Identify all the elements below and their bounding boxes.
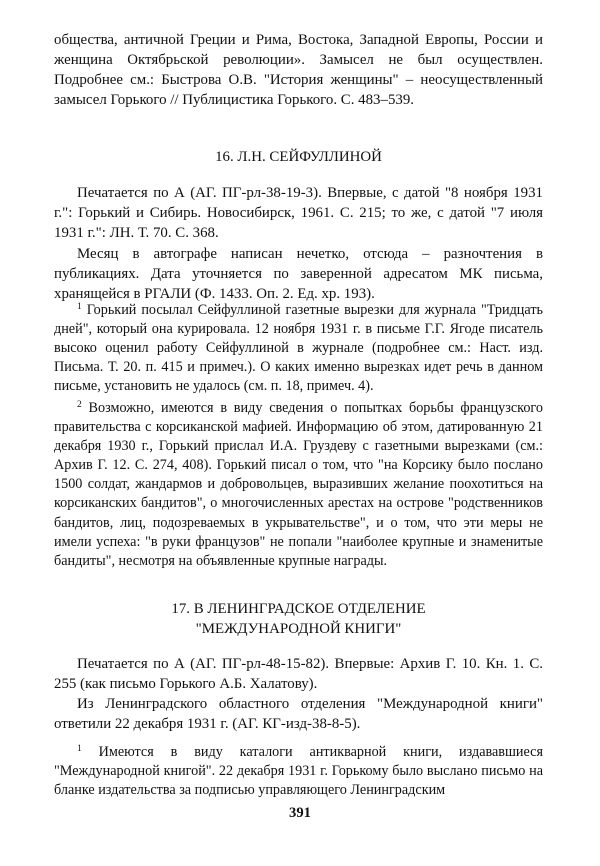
section-17-footnote-1 [54,743,543,800]
footnote-marker: 1 [77,302,82,312]
footnote-marker: 2 [77,400,82,410]
section-17-heading-line-2: "МЕЖДУНАРОДНОЙ КНИГИ" [195,621,402,638]
page-number: 391 [289,805,311,821]
section-17-paragraph-2: Из Ленинградского областного отделения "Международной книги" ответили 22 декабря 1931 г. (АГ. КГ-изд-38-8-5). [54,696,543,733]
section-17-heading-line-1: 17. В ЛЕНИНГРАДСКОЕ ОТДЕЛЕНИЕ [171,601,426,617]
footnote-text: Имеются в виду каталоги антикварной книги, издававшиеся "Международной книгой". 22 декабря 1931 г. Горькому было выслано письмо на бланке издательства за подписью управляющего Ленинградским [54,744,544,799]
footnote-marker: 1 [77,744,82,754]
section-16-footnote-2 [54,399,543,571]
section-16-paragraph-2: Месяц в автографе написан нечетко, отсюда – разночтения в публикациях. Дата уточняется по заверенной адресатом МК письма, хранящейся в РГАЛИ (Ф. 1433. Оп. 2. Ед. хр. 193). [54,246,543,303]
continuation-paragraph: общества, античной Греции и Рима, Востока, Западной Европы, России и женщина Октябрьской революции». Замысел не был осуществлен. Подробнее см.: Быстрова О.В. "История женщины" – неосуществленный замысел Горького // Публицистика Горького. С. 483–539. [54,32,543,109]
footnote-text: Горький посылал Сейфуллиной газетные вырезки для журнала "Тридцать дней", который она курировала. 12 ноября 1931 г. в письме Г.Г. Ягоде писатель высоко оценил работу Сейфуллиной в журнале (подробнее см.: Наст. изд. Письма. Т. 20. п. 415 и примеч.). О каких именно вырезках идет речь в данном письме, установить не удалось (см. п. 18, примеч. 4). [54,302,543,395]
section-16-footnote-1 [54,301,543,396]
section-16-paragraph-1: Печатается по А (АГ. ПГ-рл-38-19-3). Впервые, с датой "8 ноября 1931 г.": Горький и Сибирь. Новосибирск, 1961. С. 215; то же, с датой "7 июля 1931 г.": ЛН. Т. 70. С. 368. [54,185,543,242]
section-17-heading [54,599,543,639]
section-17-paragraph-1: Печатается по А (АГ. ПГ-рл-48-15-82). Впервые: Архив Г. 10. Кн. 1. С. 255 (как письмо Горького А.Б. Халатову). [54,656,543,693]
footnote-text: Возможно, имеются в виду сведения о попытках борьбы французского правительства с корсиканской мафией. Информацию об этом, датированную 21 декабря 1930 г., Горький прислал И.А. Груздеву с газетными вырезками (см.: Архив Г. 12. С. 274, 408). Горький писал о том, что "на Корсику было послано 1500 солдат, жандармов и добровольцев, выразивших желание поохотиться на корсиканских бандитов", о многочисленных арестах на острове "родственников бандитов, лиц, подозреваемых в укрывательстве", и о том, что эти меры не имели успеха: "в руки французов" не попали "наиболее крупные и знаменитые бандиты", несмотря на объявленные крупные награды. [54,400,543,569]
section-16-heading: 16. Л.Н. СЕЙФУЛЛИНОЙ [215,149,382,165]
